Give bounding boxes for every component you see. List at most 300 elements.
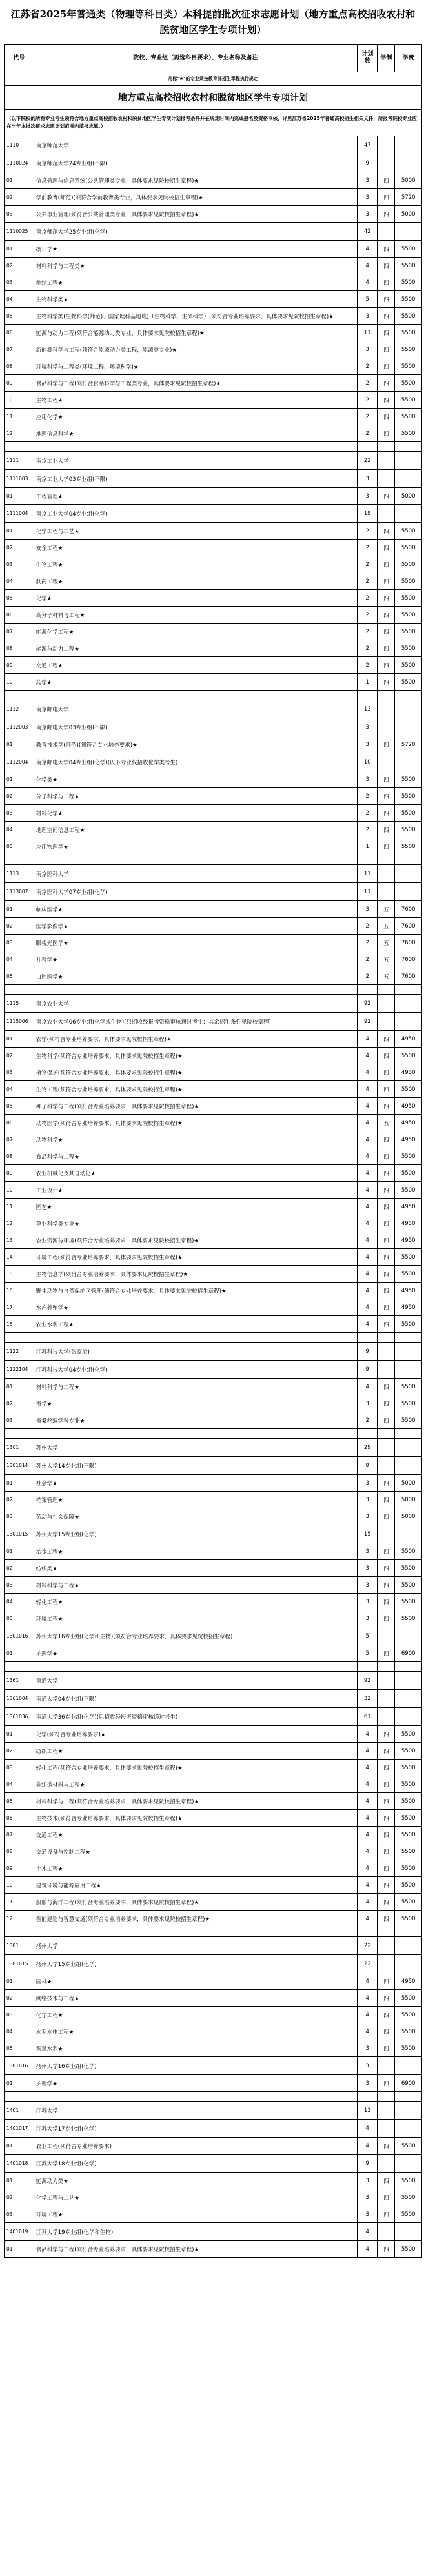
cell-code: 07 [5, 624, 34, 640]
cell-fee: 5500 [395, 1610, 422, 1627]
cell-code: 1301015 [5, 1525, 34, 1543]
cell-plan-count: 4 [358, 1894, 378, 1911]
cell-plan-count: 3 [358, 488, 378, 505]
cell-code: 1301016 [5, 1627, 34, 1645]
major-row [5, 488, 422, 505]
cell-plan-count: 4 [358, 1064, 378, 1081]
major-row [5, 1475, 422, 1492]
cell-code: 07 [5, 1131, 34, 1148]
cell-fee: 7600 [395, 951, 422, 968]
cell-code: 01 [5, 1031, 34, 1048]
cell-fee: 5000 [395, 1508, 422, 1525]
school-row [5, 452, 422, 470]
cell-fee: 5720 [395, 189, 422, 206]
cell-name: 苏州大学16专业组(化学和生物)(须符合专业培养要求，具体要求见院校招生章程) [34, 1627, 357, 1645]
cell-name: 眼视光医学★ [34, 935, 357, 951]
cell-code: 01 [5, 2173, 34, 2189]
cell-plan-count: 5 [358, 1645, 378, 1662]
cell-fee: 5500 [395, 291, 422, 308]
cell-plan-count: 3 [358, 1594, 378, 1610]
cell-name: 生物技术(须符合专业培养要求，具体要求见院校招生章程)★ [34, 1810, 357, 1827]
cell-plan-count: 1 [358, 674, 378, 691]
major-row [5, 392, 422, 409]
cell-plan-count [358, 442, 378, 452]
major-row [5, 291, 422, 308]
cell-years [378, 1361, 395, 1379]
cell-plan-count: 3 [358, 718, 378, 736]
cell-name: 生物工程★ [34, 556, 357, 573]
cell-name: 能源与动力工程★ [34, 640, 357, 657]
cell-code: 03 [5, 206, 34, 223]
major-row [5, 1182, 422, 1199]
cell-fee: 5500 [395, 1182, 422, 1199]
cell-plan-count: 2 [358, 805, 378, 822]
cell-name [34, 1333, 357, 1343]
cell-code: 1110 [5, 136, 34, 154]
cell-name: 材料科学与工程★ [34, 1379, 357, 1395]
cell-code: 12 [5, 1215, 34, 1232]
cell-fee: 5500 [395, 2241, 422, 2258]
cell-code: 1115006 [5, 1013, 34, 1031]
cell-years: 四 [378, 1843, 395, 1860]
cell-code [5, 442, 34, 452]
cell-plan-count: 4 [358, 1316, 378, 1333]
cell-fee: 5500 [395, 556, 422, 573]
cell-years [378, 1937, 395, 1955]
cell-plan-count: 4 [358, 1911, 378, 1927]
band-title: 地方重点高校招收农村和脱贫地区学生专项计划 [5, 86, 422, 110]
cell-name: 南通大学04专业组(不限) [34, 1690, 357, 1708]
group-row [5, 1013, 422, 1031]
cell-years: 四 [378, 1148, 395, 1165]
major-row [5, 2206, 422, 2223]
cell-plan-count: 4 [358, 1165, 378, 1182]
major-row [5, 771, 422, 788]
major-row [5, 1064, 422, 1081]
major-row [5, 968, 422, 985]
cell-code: 05 [5, 1098, 34, 1115]
major-row [5, 822, 422, 838]
cell-name: 高分子材料与工程★ [34, 607, 357, 624]
cell-fee: 5720 [395, 736, 422, 753]
cell-name: 食品科学与工程(须符合食品科学与工程类专业，具体要求见院校招生章程)★ [34, 375, 357, 392]
cell-code: 15 [5, 1266, 34, 1283]
cell-fee: 5500 [395, 1990, 422, 2007]
cell-name: 生物信息学(须符合专业培养要求，具体要求见院校招生章程)★ [34, 1266, 357, 1283]
cell-code: 01 [5, 488, 34, 505]
major-row [5, 640, 422, 657]
cell-name: 分子科学与工程★ [34, 788, 357, 805]
major-row [5, 1081, 422, 1098]
major-row [5, 425, 422, 442]
cell-code: 07 [5, 1827, 34, 1843]
cell-fee: 4950 [395, 1299, 422, 1316]
cell-plan-count: 22 [358, 1955, 378, 1973]
cell-fee: 5500 [395, 1379, 422, 1395]
band-row [5, 86, 422, 110]
cell-plan-count: 3 [358, 1577, 378, 1594]
cell-fee: 7600 [395, 918, 422, 935]
cell-code: 07 [5, 341, 34, 358]
major-row [5, 736, 422, 753]
cell-code: 04 [5, 2023, 34, 2040]
cell-years [378, 1429, 395, 1439]
cell-years: 四 [378, 1283, 395, 1299]
cell-plan-count: 3 [358, 771, 378, 788]
cell-years: 四 [378, 1182, 395, 1199]
spacer-row [5, 442, 422, 452]
cell-name: 苏州大学15专业组(化学) [34, 1525, 357, 1543]
cell-name: 药学★ [34, 674, 357, 691]
cell-code: 09 [5, 657, 34, 674]
major-row [5, 607, 422, 624]
notice-row [5, 110, 422, 136]
cell-fee [395, 1429, 422, 1439]
cell-plan-count [358, 1429, 378, 1439]
cell-fee [395, 1627, 422, 1645]
group-row [5, 2120, 422, 2138]
cell-code: 01 [5, 2138, 34, 2155]
cell-years: 四 [378, 771, 395, 788]
cell-years: 四 [378, 1894, 395, 1911]
cell-code: 13 [5, 1232, 34, 1249]
major-row [5, 1115, 422, 1131]
cell-years [378, 700, 395, 718]
cell-fee [395, 2120, 422, 2138]
cell-plan-count: 2 [358, 624, 378, 640]
cell-plan-count: 4 [358, 1048, 378, 1064]
group-row [5, 223, 422, 241]
cell-name: 交通工程★ [34, 657, 357, 674]
cell-plan-count: 4 [358, 1877, 378, 1894]
cell-years: 四 [378, 556, 395, 573]
major-row [5, 341, 422, 358]
cell-plan-count: 2 [358, 590, 378, 607]
major-row [5, 1594, 422, 1610]
cell-plan-count: 4 [358, 2023, 378, 2040]
cell-fee: 5500 [395, 805, 422, 822]
cell-years [378, 2102, 395, 2120]
cell-years: 五 [378, 951, 395, 968]
cell-plan-count: 11 [358, 325, 378, 341]
cell-fee: 5000 [395, 1492, 422, 1508]
cell-plan-count: 4 [358, 241, 378, 258]
cell-years: 四 [378, 640, 395, 657]
cell-code: 1381015 [5, 1955, 34, 1973]
cell-code: 03 [5, 1412, 34, 1429]
cell-code: 02 [5, 1990, 34, 2007]
cell-years: 四 [378, 488, 395, 505]
cell-name: 智慧水利★ [34, 2040, 357, 2057]
cell-fee: 5500 [395, 1743, 422, 1760]
cell-name: 制药工程★ [34, 573, 357, 590]
cell-name: 地理信息科学★ [34, 425, 357, 442]
cell-plan-count: 3 [358, 172, 378, 189]
cell-years: 四 [378, 1911, 395, 1927]
cell-plan-count: 3 [358, 1560, 378, 1577]
cell-fee: 5500 [395, 2023, 422, 2040]
notice-text: （以下院校的所有专业考生须符合地方重点高校招收农村和脱贫地区学生专项计划报考条件并在规定时间内完成报名及资格审核，详见江苏省2025年普通高校招生相关文件，所报考院校专业应在当年本批次征求志愿计划范围内填报志愿。） [5, 110, 422, 136]
cell-name: 应用物理学★ [34, 838, 357, 855]
cell-years [378, 1439, 395, 1457]
cell-name [34, 442, 357, 452]
cell-years [378, 154, 395, 172]
cell-plan-count: 3 [358, 189, 378, 206]
cell-fee: 6900 [395, 2075, 422, 2092]
cell-years: 四 [378, 1860, 395, 1877]
cell-plan-count: 4 [358, 1131, 378, 1148]
cell-name: 学前教育(师范)(须符合学前教育类专业，具体要求见院校招生章程)★ [34, 189, 357, 206]
cell-fee [395, 2102, 422, 2120]
cell-plan-count: 4 [358, 274, 378, 291]
cell-name: 扬州大学 [34, 1937, 357, 1955]
cell-plan-count: 4 [358, 1081, 378, 1098]
cell-plan-count: 13 [358, 2102, 378, 2120]
cell-code: 02 [5, 788, 34, 805]
cell-years: 四 [378, 1299, 395, 1316]
cell-fee: 5000 [395, 1475, 422, 1492]
cell-years: 四 [378, 788, 395, 805]
cell-code: 08 [5, 1843, 34, 1860]
cell-code: 1110024 [5, 154, 34, 172]
cell-fee [395, 691, 422, 700]
major-row [5, 274, 422, 291]
cell-fee: 5500 [395, 325, 422, 341]
cell-name: 公共事业管理(须符合公共管理类专业，具体要求见院校招生章程)★ [34, 206, 357, 223]
cell-plan-count: 3 [358, 308, 378, 325]
cell-fee: 6900 [395, 1645, 422, 1662]
cell-plan-count: 2 [358, 607, 378, 624]
cell-fee: 5500 [395, 1810, 422, 1827]
cell-name: 新能源科学与工程(须符合能源动力类工程，能源类专业)★ [34, 341, 357, 358]
header-name: 院校、专业组（再选科目要求）、专业名称及备注 [34, 45, 357, 72]
cell-years: 四 [378, 1594, 395, 1610]
cell-code: 06 [5, 1115, 34, 1131]
cell-plan-count: 2 [358, 540, 378, 556]
major-row [5, 258, 422, 274]
major-row [5, 1560, 422, 1577]
cell-years: 四 [378, 409, 395, 425]
cell-years: 四 [378, 1081, 395, 1098]
cell-plan-count: 22 [358, 452, 378, 470]
cell-fee [395, 1662, 422, 1672]
cell-years: 四 [378, 657, 395, 674]
cell-plan-count: 2 [358, 951, 378, 968]
cell-years: 四 [378, 2023, 395, 2040]
cell-name: 劳动与社会保障★ [34, 1508, 357, 1525]
cell-fee [395, 995, 422, 1013]
cell-fee: 4950 [395, 1973, 422, 1990]
major-row [5, 1793, 422, 1810]
cell-fee [395, 1439, 422, 1457]
cell-years: 四 [378, 805, 395, 822]
cell-years: 四 [378, 2206, 395, 2223]
cell-plan-count: 9 [358, 1361, 378, 1379]
cell-code: 10 [5, 392, 34, 409]
cell-code [5, 1429, 34, 1439]
major-row [5, 2040, 422, 2057]
cell-fee: 5500 [395, 358, 422, 375]
cell-name: 水利水电工程★ [34, 2023, 357, 2040]
cell-fee: 5500 [395, 1760, 422, 1776]
cell-years [378, 136, 395, 154]
cell-years: 四 [378, 2173, 395, 2189]
cell-plan-count: 4 [358, 1827, 378, 1843]
cell-code: 05 [5, 838, 34, 855]
cell-years [378, 985, 395, 995]
cell-name: 江苏大学 [34, 2102, 357, 2120]
cell-name: 土木工程★ [34, 1860, 357, 1877]
cell-name: 化学★ [34, 590, 357, 607]
major-row [5, 1199, 422, 1215]
cell-name: 南京师范大学 [34, 136, 357, 154]
cell-name: 园艺★ [34, 1199, 357, 1215]
cell-plan-count: 2 [358, 358, 378, 375]
cell-years: 四 [378, 1031, 395, 1048]
cell-name: 纺织工程★ [34, 1743, 357, 1760]
cell-plan-count: 4 [358, 1232, 378, 1249]
cell-name: 动物科学★ [34, 1131, 357, 1148]
major-row [5, 1165, 422, 1182]
cell-fee: 5500 [395, 2206, 422, 2223]
cell-fee: 5500 [395, 1911, 422, 1927]
cell-plan-count: 4 [358, 258, 378, 274]
cell-plan-count: 4 [358, 1115, 378, 1131]
major-row [5, 935, 422, 951]
school-row [5, 865, 422, 883]
group-row [5, 2057, 422, 2075]
cell-years: 四 [378, 425, 395, 442]
cell-code: 03 [5, 556, 34, 573]
cell-fee [395, 442, 422, 452]
cell-plan-count: 4 [358, 1760, 378, 1776]
cell-plan-count: 4 [358, 2120, 378, 2138]
cell-years: 四 [378, 1543, 395, 1560]
spacer-row [5, 691, 422, 700]
cell-plan-count: 2 [358, 918, 378, 935]
cell-code: 1111004 [5, 505, 34, 523]
cell-name: 农学(须符合专业培养要求，具体要求见院校招生章程)★ [34, 1031, 357, 1048]
major-row [5, 1776, 422, 1793]
cell-plan-count: 2 [358, 523, 378, 540]
cell-name: 苏州大学14专业组(不限) [34, 1457, 357, 1475]
cell-plan-count: 32 [358, 1690, 378, 1708]
cell-code: 03 [5, 935, 34, 951]
cell-years: 四 [378, 736, 395, 753]
cell-name: 南京农业大学 [34, 995, 357, 1013]
cell-years: 四 [378, 1098, 395, 1115]
cell-name: 安全工程★ [34, 540, 357, 556]
cell-name: 社会学★ [34, 1475, 357, 1492]
cell-years: 四 [378, 1412, 395, 1429]
cell-name: 化学类★ [34, 771, 357, 788]
cell-name [34, 691, 357, 700]
cell-code: 1113 [5, 865, 34, 883]
cell-name: 工业设计★ [34, 1182, 357, 1199]
cell-plan-count: 3 [358, 1610, 378, 1627]
cell-name: 教育技术学(师范)(须符合专业培养要求)★ [34, 736, 357, 753]
cell-years: 四 [378, 573, 395, 590]
cell-code: 03 [5, 274, 34, 291]
cell-fee: 4950 [395, 1064, 422, 1081]
cell-name: 交通设备与控制工程★ [34, 1843, 357, 1860]
major-row [5, 573, 422, 590]
cell-code: 03 [5, 2007, 34, 2023]
cell-years: 五 [378, 1115, 395, 1131]
cell-name: 南京工业大学04专业组(化学) [34, 505, 357, 523]
cell-fee: 5500 [395, 425, 422, 442]
cell-fee: 5500 [395, 1543, 422, 1560]
major-row [5, 540, 422, 556]
cell-years: 四 [378, 1645, 395, 1662]
cell-plan-count: 3 [358, 2189, 378, 2206]
cell-fee: 5500 [395, 1577, 422, 1594]
cell-name: 护理学★ [34, 2075, 357, 2092]
major-row [5, 1316, 422, 1333]
group-row [5, 1525, 422, 1543]
major-row [5, 1860, 422, 1877]
cell-code: 02 [5, 918, 34, 935]
cell-fee: 4950 [395, 1215, 422, 1232]
cell-code: 04 [5, 822, 34, 838]
cell-fee: 5500 [395, 308, 422, 325]
major-row [5, 1827, 422, 1843]
cell-plan-count: 9 [358, 1343, 378, 1361]
cell-code: 1381016 [5, 2057, 34, 2075]
cell-fee: 5500 [395, 341, 422, 358]
cell-years [378, 718, 395, 736]
cell-plan-count: 29 [358, 1439, 378, 1457]
cell-plan-count: 3 [358, 1543, 378, 1560]
cell-fee [395, 1457, 422, 1475]
cell-name [34, 985, 357, 995]
cell-code: 03 [5, 1760, 34, 1776]
cell-code: 06 [5, 1810, 34, 1827]
major-row [5, 1843, 422, 1860]
cell-fee: 5500 [395, 822, 422, 838]
cell-years [378, 883, 395, 901]
cell-name: 环境科学与工程类(环境工程、环境科学)★ [34, 358, 357, 375]
cell-fee: 5500 [395, 1081, 422, 1098]
cell-plan-count: 2 [358, 822, 378, 838]
cell-fee: 4950 [395, 1131, 422, 1148]
major-row [5, 590, 422, 607]
cell-years [378, 2155, 395, 2173]
cell-years: 四 [378, 1877, 395, 1894]
cell-years [378, 1708, 395, 1726]
cell-years: 四 [378, 1577, 395, 1594]
cell-plan-count: 3 [358, 206, 378, 223]
cell-name: 智能建造与智慧交通(须符合专业培养要求，具体要求见院校招生章程)★ [34, 1911, 357, 1927]
cell-plan-count: 4 [358, 1726, 378, 1743]
cell-code: 08 [5, 640, 34, 657]
cell-code: 01 [5, 2241, 34, 2258]
cell-years [378, 223, 395, 241]
cell-name: 农业工程(须符合专业培养要求) [34, 2138, 357, 2155]
cell-years: 四 [378, 1379, 395, 1395]
major-row [5, 1810, 422, 1827]
group-row [5, 470, 422, 488]
cell-plan-count: 4 [358, 1843, 378, 1860]
cell-name: 测绘工程★ [34, 274, 357, 291]
major-row [5, 1973, 422, 1990]
major-row [5, 2138, 422, 2155]
cell-plan-count: 4 [358, 1249, 378, 1266]
table-body [5, 72, 422, 2258]
cell-name: 江苏科技大学04专业组(化学) [34, 1361, 357, 1379]
cell-name: 水产养殖学★ [34, 1299, 357, 1316]
major-row [5, 1645, 422, 1662]
